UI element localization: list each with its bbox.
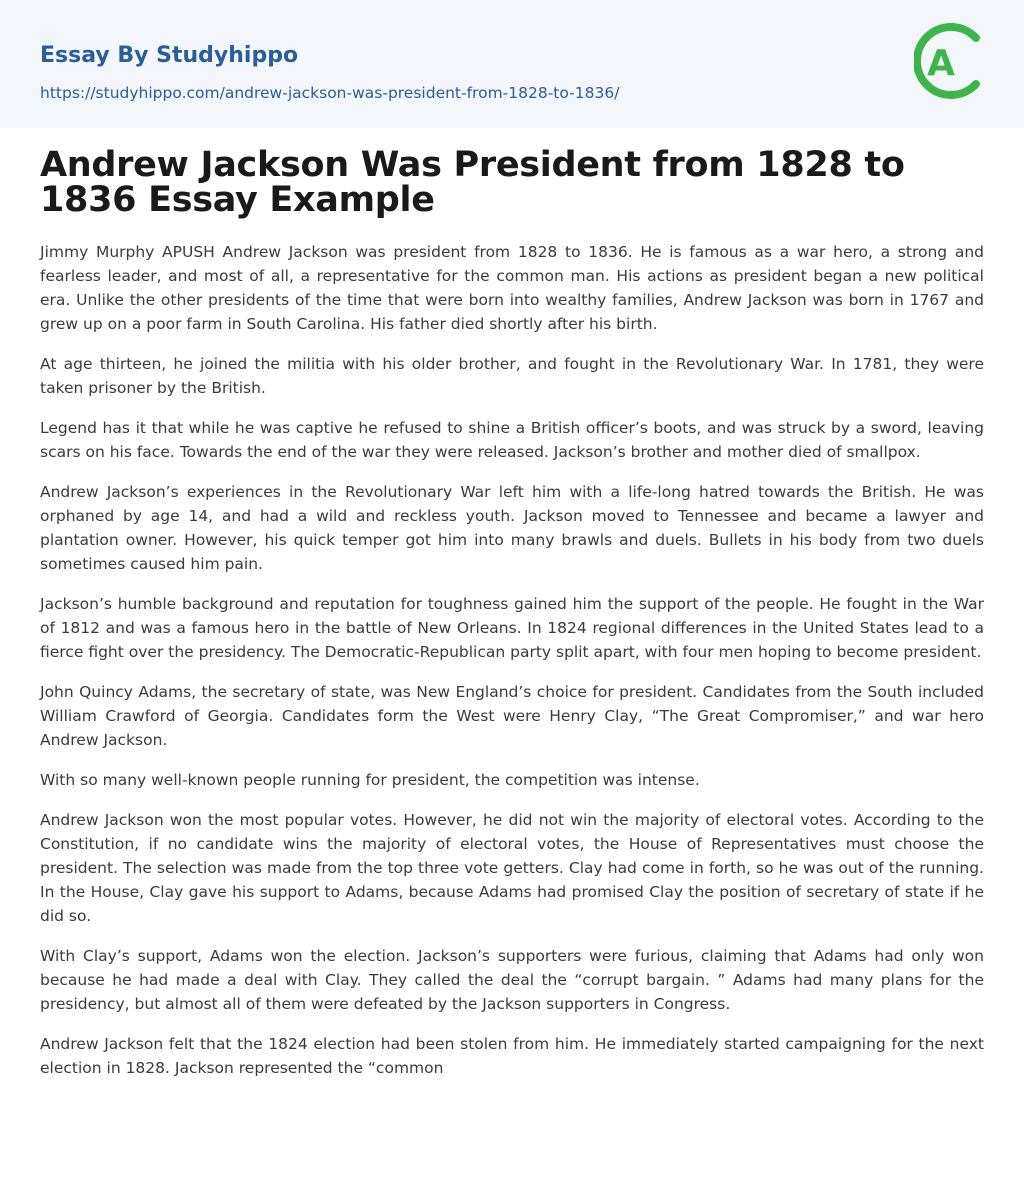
site-brand[interactable]: Essay By Studyhippo (40, 43, 299, 68)
essay-paragraph: John Quincy Adams, the secretary of state, was New England’s choice for president. Candidates from the South included William Crawford of Georgia. Candidates form the West were Henry Clay, “The Great Compromiser,” and war hero Andrew Jackson. (40, 683, 984, 749)
essay-paragraph: With so many well-known people running for president, the competition was intense. (40, 771, 700, 789)
studyhippo-logo-icon[interactable] (914, 18, 986, 104)
essay-paragraph: Andrew Jackson won the most popular votes. However, he did not win the majority of electoral votes. According to the Constitution, if no candidate wins the majority of electoral votes, the House of Representatives must choose the president. The selection was made from the top three vote getters. Clay had come in forth, so he was out of the running. In the House, Clay gave his support to Adams, because Adams had promised Clay the position of secretary of state if he did so. (40, 811, 984, 925)
essay-paragraph: Jackson’s humble background and reputation for toughness gained him the support of the people. He fought in the War of 1812 and was a famous hero in the battle of New Orleans. In 1824 regional differences in the United States lead to a fierce fight over the presidency. The Democratic-Republican party split apart, with four men hoping to become president. (40, 595, 984, 661)
essay-paragraph: Jimmy Murphy APUSH Andrew Jackson was president from 1828 to 1836. He is famous as a war hero, a strong and fearless leader, and most of all, a representative for the common man. His actions as president began a new political era. Unlike the other presidents of the time that were born into wealthy families, Andrew Jackson was born in 1767 and grew up on a poor farm in South Carolina. His father died shortly after his birth. (40, 243, 984, 333)
essay-body (40, 240, 984, 1080)
logo-letter: A (927, 43, 955, 84)
essay-paragraph: With Clay’s support, Adams won the election. Jackson’s supporters were furious, claiming that Adams had only won because he had made a deal with Clay. They called the deal the “corrupt bargain. ” Adams had many plans for the presidency, but almost all of them were defeated by the Jackson supporters in Congress. (40, 947, 984, 1013)
page-title: Andrew Jackson Was President from 1828 to 1836 Essay Example (40, 145, 905, 220)
essay-paragraph: Legend has it that while he was captive he refused to shine a British officer’s boots, and was struck by a sword, leaving scars on his face. Towards the end of the war they were released. Jackson’s brother and mother died of smallpox. (40, 419, 984, 461)
essay-paragraph: Andrew Jackson felt that the 1824 election had been stolen from him. He immediately started campaigning for the next election in 1828. Jackson represented the “common (40, 1035, 984, 1077)
essay-url-link[interactable]: https://studyhippo.com/andrew-jackson-was-president-from-1828-to-1836/ (40, 84, 620, 102)
site-header (0, 0, 1024, 128)
essay-paragraph: Andrew Jackson’s experiences in the Revolutionary War left him with a life-long hatred towards the British. He was orphaned by age 14, and had a wild and reckless youth. Jackson moved to Tennessee and became a lawyer and plantation owner. However, his quick temper got him into many brawls and duels. Bullets in his body from two duels sometimes caused him pain. (40, 483, 984, 573)
main-content (0, 128, 1024, 1080)
essay-paragraph: At age thirteen, he joined the militia with his older brother, and fought in the Revolutionary War. In 1781, they were taken prisoner by the British. (40, 355, 984, 397)
